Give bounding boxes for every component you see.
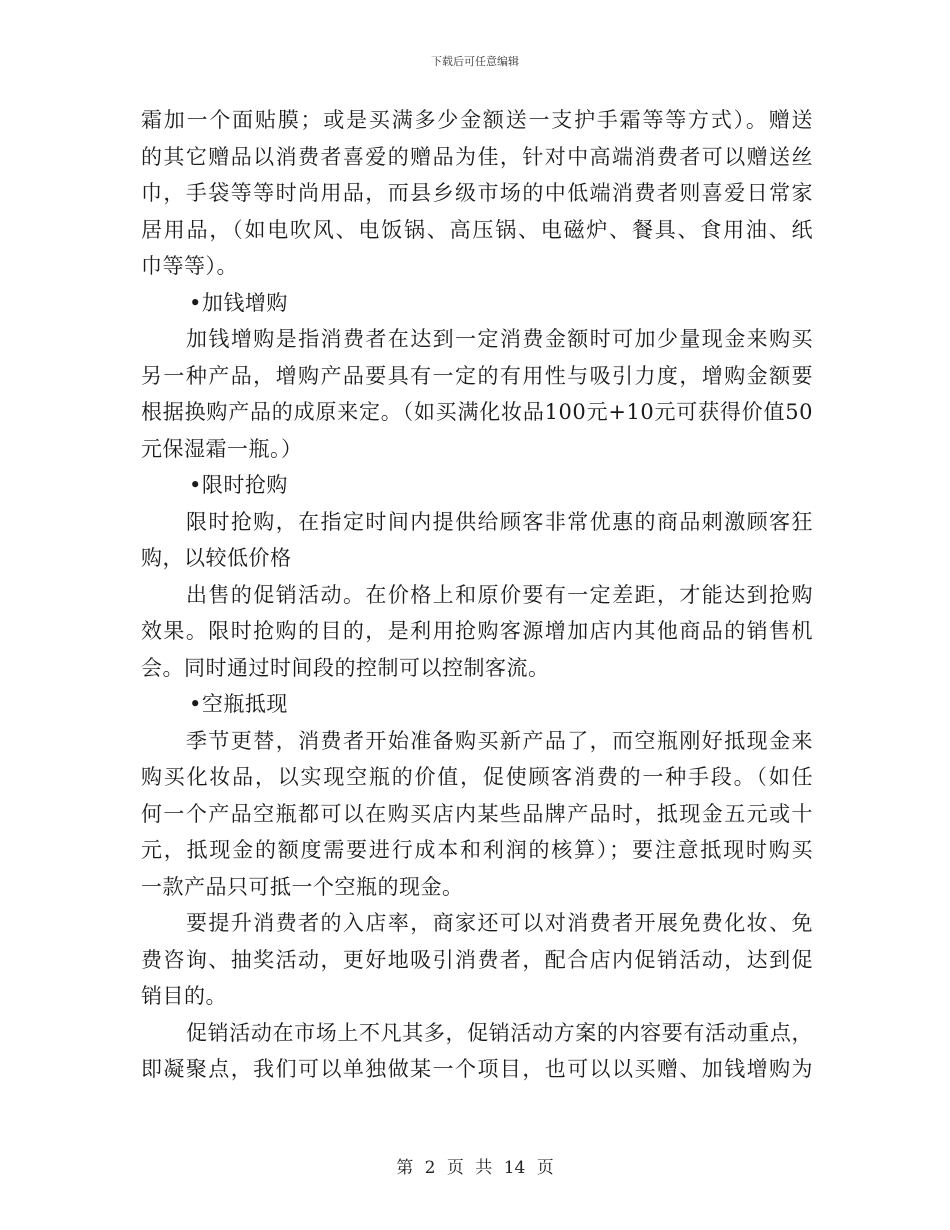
paragraph-line: 元，抵现金的额度需要进行成本和利润的核算）；要注意抵现时购买 [141, 838, 813, 862]
paragraph-line: 会。同时通过时间段的控制可以控制客流。 [141, 655, 550, 680]
page-footer: 第 2 页 共 14 页 [396, 1158, 554, 1178]
paragraph-line: 何一个产品空瓶都可以在购买店内某些品牌产品时，抵现金五元或十 [141, 801, 813, 826]
paragraph-line: 季节更替，消费者开始准备购买新产品了，而空瓶刚好抵现金来 [186, 728, 813, 753]
paragraph-line: 加钱增购是指消费者在达到一定消费金额时可加少量现金来购买 [186, 327, 813, 351]
paragraph-line: 元保湿霜一瓶。） [141, 436, 303, 461]
paragraph-line: 巾，手袋等等时尚用品，而县乡级市场的中低端消费者则喜爱日常家 [141, 181, 813, 205]
bullet-heading: •空瓶抵现 [189, 692, 288, 716]
paragraph-line: 另一种产品，增购产品要具有一定的有用性与吸引力度，增购金额要 [141, 363, 813, 388]
paragraph-line: 巾等等）。 [141, 254, 238, 278]
paragraph-line: 一款产品只可抵一个空瓶的现金。 [141, 874, 464, 899]
paragraph-line: 出售的促销活动。在价格上和原价要有一定差距，才能达到抢购 [186, 582, 813, 607]
paragraph-line: 霜加一个面贴膜；或是买满多少金额送一支护手霜等等方式）。赠送 [141, 108, 813, 132]
paragraph-line: 即凝聚点，我们可以单独做某一个项目，也可以以买赠、加钱增购为 [141, 1057, 813, 1081]
paragraph-line: 根据换购产品的成原来定。（如买满化妆品100元+10元可获得价值50 [141, 400, 813, 424]
paragraph-line: 购，以较低价格 [141, 546, 292, 570]
paragraph-line: 的其它赠品以消费者喜爱的赠品为佳，针对中高端消费者可以赠送丝 [141, 144, 813, 169]
bullet-heading: •限时抢购 [189, 473, 288, 497]
document-body [141, 102, 813, 1088]
paragraph-line: 要提升消费者的入店率，商家还可以对消费者开展免费化妆、免 [186, 911, 813, 935]
paragraph-line: 购买化妆品，以实现空瓶的价值，促使顾客消费的一种手段。（如任 [141, 765, 813, 789]
paragraph-line: 销目的。 [141, 984, 227, 1008]
paragraph-line: 效果。限时抢购的目的，是利用抢购客源增加店内其他商品的销售机 [141, 619, 813, 643]
page-header-note: 下载后可任意编辑 [431, 55, 519, 68]
paragraph-line: 费咨询、抽奖活动，更好地吸引消费者，配合店内促销活动，达到促 [141, 947, 813, 972]
paragraph-line: 促销活动在市场上不凡其多，促销活动方案的内容要有活动重点， [186, 1020, 813, 1045]
paragraph-line: 居用品，（如电吹风、电饭锅、高压锅、电磁炉、餐具、食用油、纸 [141, 217, 813, 242]
paragraph-line: 限时抢购，在指定时间内提供给顾客非常优惠的商品刺激顾客狂 [186, 509, 813, 534]
bullet-heading: •加钱增购 [189, 290, 288, 315]
